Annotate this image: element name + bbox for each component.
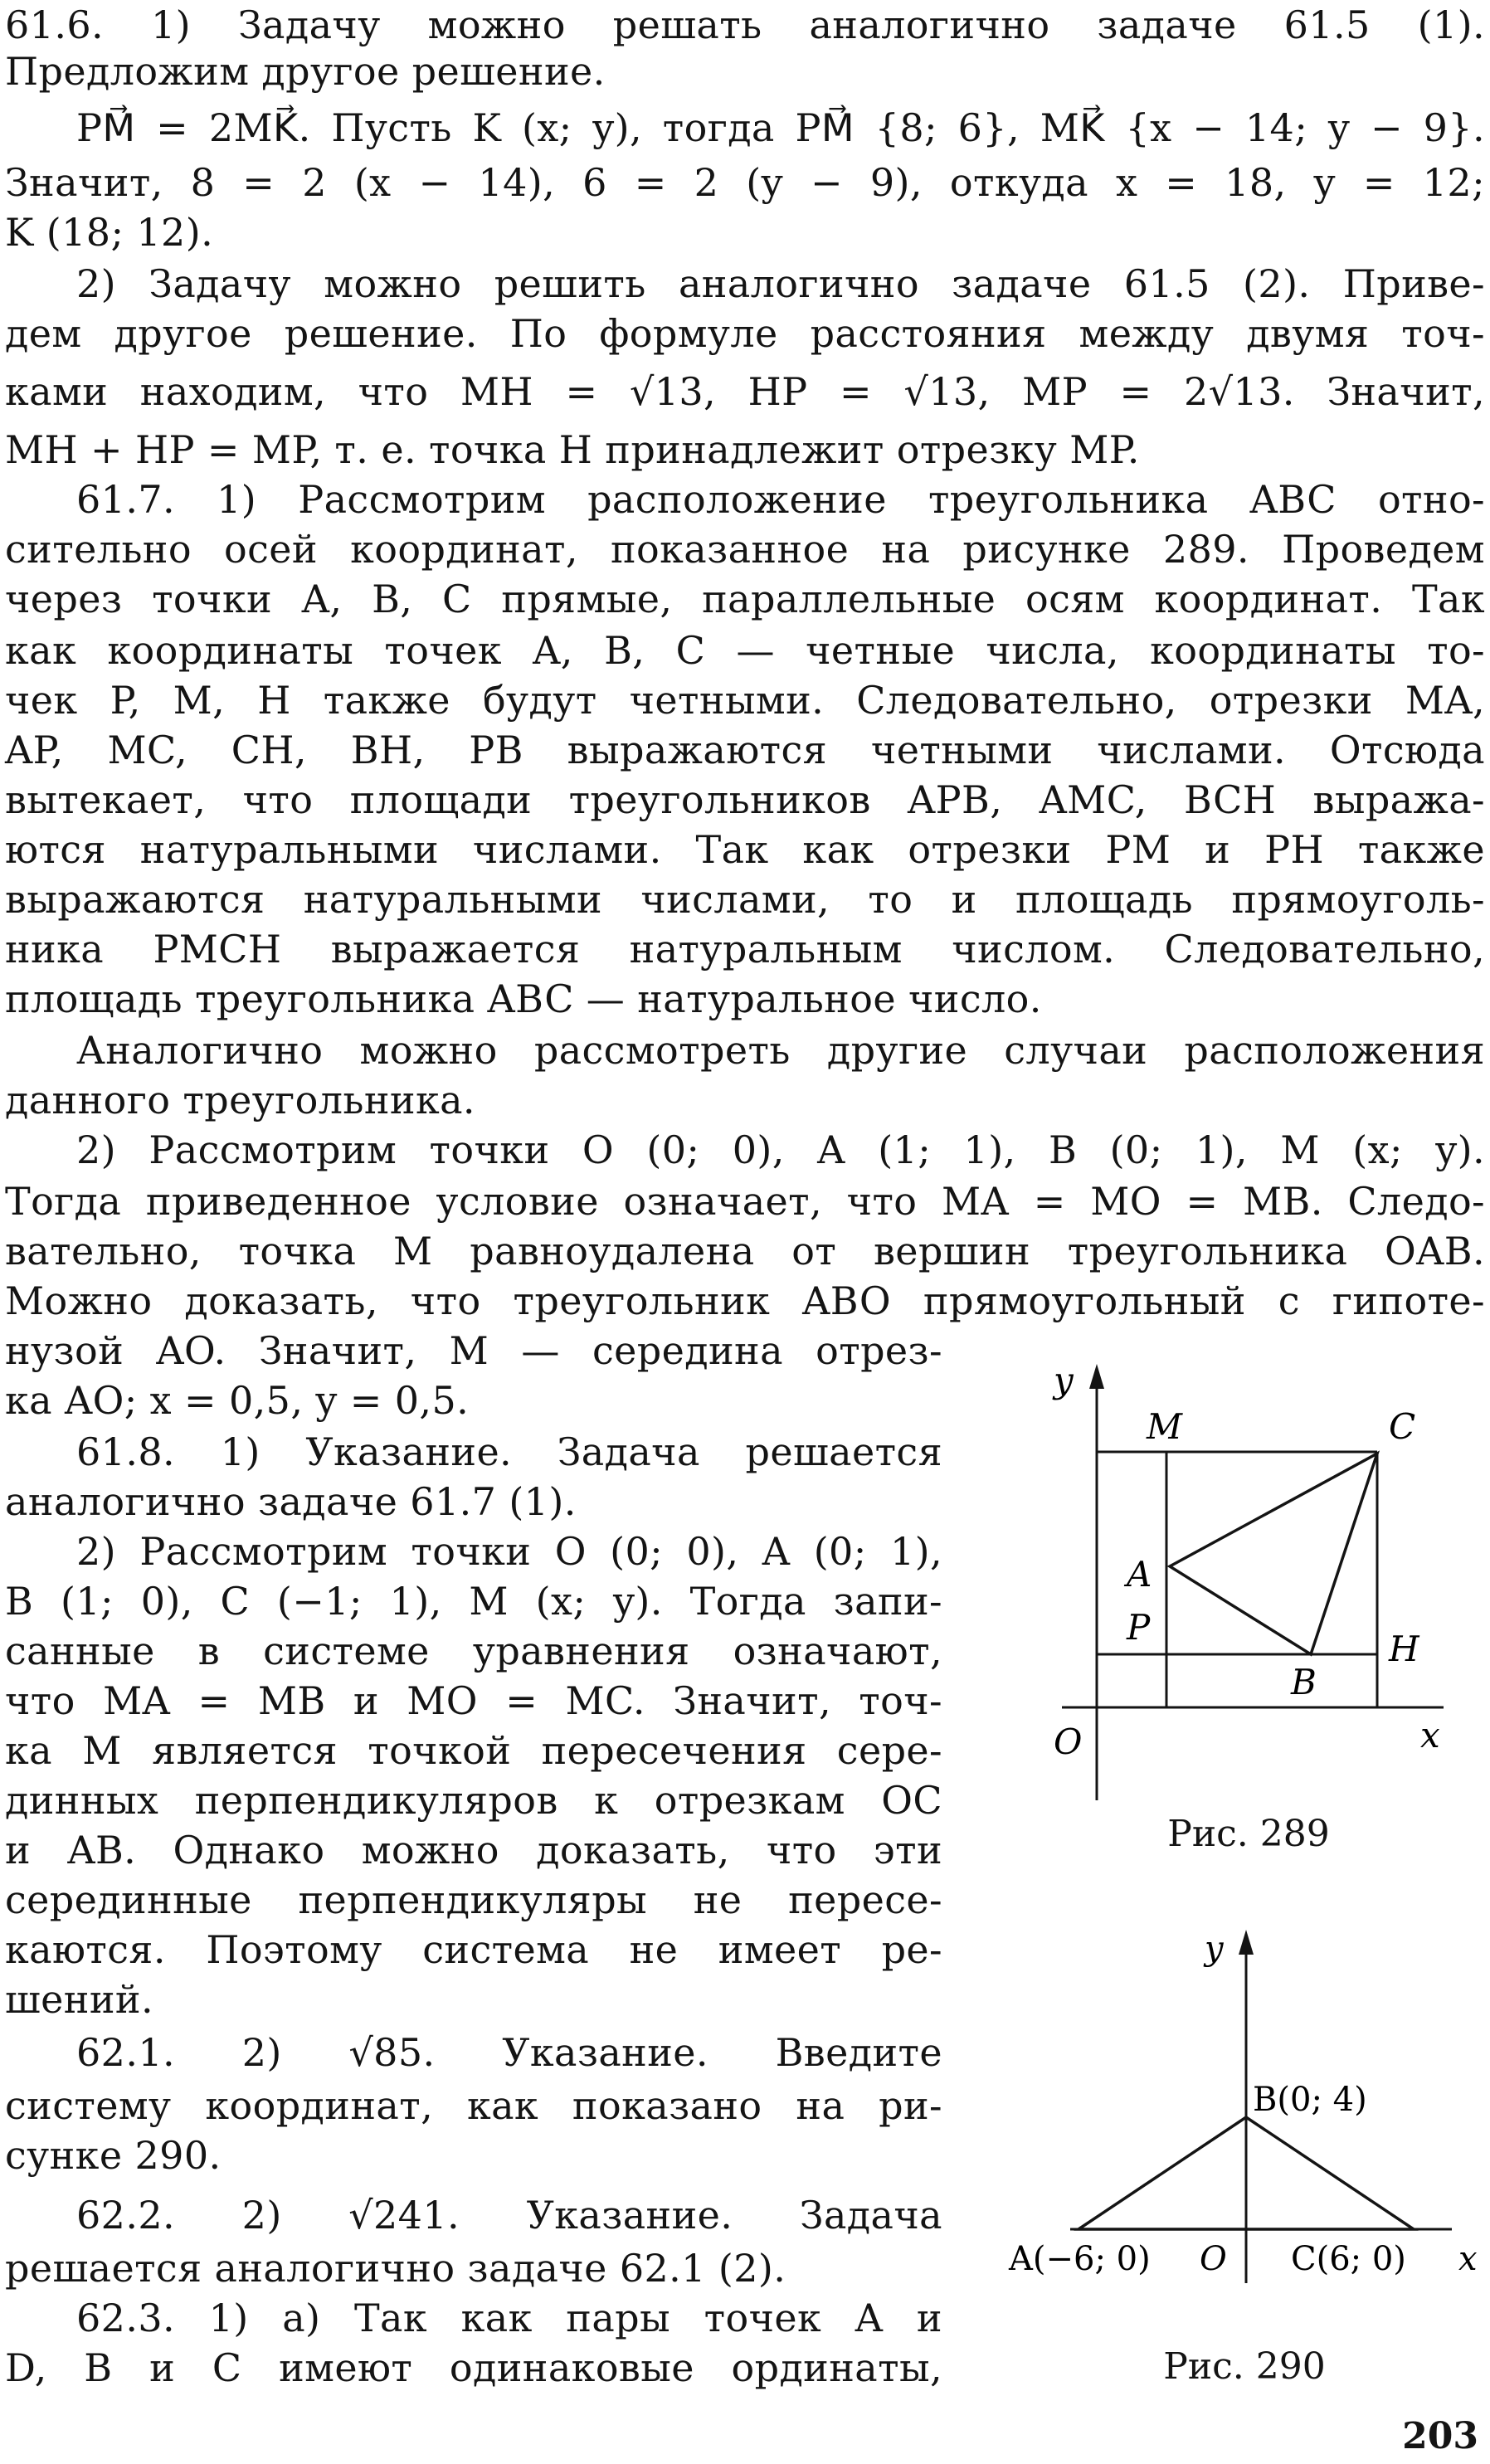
- figure-290-drawing: [1004, 1918, 1490, 2300]
- figure-289: [1037, 1352, 1468, 1817]
- text-line: нузой AO. Значит, M — середина отрез-: [5, 1328, 942, 1373]
- fig290-label-b: B(0; 4): [1253, 2081, 1367, 2119]
- text-line: 62.3. 1) а) Так как пары точек A и: [76, 2296, 942, 2340]
- text-line: 2) Задачу можно решить аналогично задаче 61.5 (2). Приве-: [76, 261, 1485, 306]
- text-line: 2) Рассмотрим точки O (0; 0), A (0; 1),: [76, 1529, 942, 1574]
- text-line: что MA = MB и MO = MC. Значит, точ-: [5, 1678, 942, 1723]
- figure-290-caption: Рис. 290: [1163, 2345, 1326, 2388]
- text-line: D, B и C имеют одинаковые ординаты,: [5, 2345, 942, 2390]
- text-line: площадь треугольника ABC — натуральное число.: [5, 976, 1042, 1021]
- triangle-abc: [1170, 1454, 1377, 1654]
- text-line: ника PMCH выражается натуральным числом. Следовательно,: [5, 927, 1485, 971]
- text-line: чек P, M, H также будут четными. Следовательно, отрезки MA,: [5, 678, 1485, 723]
- text-line: решается аналогично задаче 62.1 (2).: [5, 2246, 786, 2291]
- figure-290: [1004, 1918, 1490, 2300]
- text-line: систему координат, как показано на ри-: [5, 2083, 942, 2128]
- text-line: 61.6. 1) Задачу можно решать аналогично задаче 61.5 (1).: [5, 2, 1485, 47]
- figure-289-caption: Рис. 289: [1167, 1813, 1330, 1855]
- text-line: ка M является точкой пересечения сере-: [5, 1728, 942, 1773]
- fig290-label-o: O: [1200, 2240, 1227, 2278]
- fig289-label-a: A: [1127, 1554, 1152, 1595]
- text-line: 61.7. 1) Рассмотрим расположение треугольника ABC отно-: [76, 477, 1485, 522]
- text-line: K (18; 12).: [5, 210, 214, 255]
- fig289-label-h: H: [1389, 1629, 1419, 1669]
- text-line: B (1; 0), C (−1; 1), M (x; y). Тогда запи-: [5, 1579, 942, 1624]
- text-line: данного треугольника.: [5, 1078, 475, 1122]
- fig290-label-y: y: [1205, 1930, 1224, 1968]
- fig289-label-m: M: [1147, 1406, 1183, 1447]
- text-line: Можно доказать, что треугольник ABO прямоугольный с гипоте-: [5, 1278, 1485, 1323]
- text-line: каются. Поэтому система не имеет ре-: [5, 1927, 942, 1972]
- text-line: дем другое решение. По формуле расстояния между двумя точ-: [5, 311, 1485, 356]
- text-line: ка AO; x = 0,5, y = 0,5.: [5, 1378, 470, 1423]
- fig289-label-x: x: [1420, 1715, 1440, 1755]
- text-line: 62.1. 2) √85. Указание. Введите: [76, 2030, 942, 2075]
- y-axis-arrow: [1089, 1364, 1104, 1389]
- fig289-label-p: P: [1127, 1607, 1151, 1648]
- fig290-label-x: x: [1458, 2240, 1478, 2278]
- text-line: через точки A, B, C прямые, параллельные осям координат. Так: [5, 577, 1485, 621]
- page-number: 203: [1402, 2415, 1478, 2457]
- text-line: Аналогично можно рассмотреть другие случаи расположения: [76, 1028, 1485, 1073]
- text-line: санные в системе уравнения означают,: [5, 1629, 942, 1673]
- text-line: шений.: [5, 1977, 153, 2022]
- text-line: вытекает, что площади треугольников APB, AMC, BCH выража-: [5, 777, 1485, 822]
- text-line: аналогично задаче 61.7 (1).: [5, 1479, 577, 1524]
- fig290-label-c: C(6; 0): [1291, 2240, 1406, 2278]
- text-line: PM⃗ = 2MK⃗. Пусть K (x; y), тогда PM⃗ {8; 6}, MK⃗ {x − 14; y − 9}.: [76, 105, 1485, 150]
- text-line: MH + HP = MP, т. е. точка H принадлежит отрезку MP.: [5, 427, 1140, 472]
- text-line: сительно осей координат, показанное на рисунке 289. Проведем: [5, 527, 1485, 572]
- text-line: сунке 290.: [5, 2133, 222, 2178]
- text-line: ются натуральными числами. Так как отрезки PM и PH также: [5, 827, 1485, 872]
- text-line: выражаются натуральными числами, то и площадь прямоуголь-: [5, 877, 1485, 922]
- fig290-label-a: A(−6; 0): [1009, 2240, 1151, 2278]
- y-axis-arrow: [1239, 1930, 1254, 1955]
- text-line: 61.8. 1) Указание. Задача решается: [76, 1429, 942, 1474]
- fig289-label-o: O: [1054, 1721, 1083, 1762]
- text-line: серединные перпендикуляры не пересе-: [5, 1877, 942, 1922]
- text-line: Значит, 8 = 2 (x − 14), 6 = 2 (y − 9), откуда x = 18, y = 12;: [5, 160, 1485, 205]
- text-line: 2) Рассмотрим точки O (0; 0), A (1; 1), B (0; 1), M (x; y).: [76, 1127, 1485, 1172]
- text-line: как координаты точек A, B, C — четные числа, координаты то-: [5, 628, 1485, 673]
- fig289-label-y: y: [1054, 1360, 1074, 1400]
- text-line: 62.2. 2) √241. Указание. Задача: [76, 2193, 942, 2238]
- text-line: AP, MC, CH, BH, PB выражаются четными числами. Отсюда: [5, 728, 1485, 772]
- text-line: и AB. Однако можно доказать, что эти: [5, 1828, 942, 1872]
- fig289-label-b: B: [1291, 1662, 1317, 1702]
- text-line: Предложим другое решение.: [5, 49, 606, 94]
- text-line: Тогда приведенное условие означает, что MA = MO = MB. Следо-: [5, 1179, 1485, 1224]
- figure-289-drawing: [1037, 1352, 1468, 1817]
- text-line: динных перпендикуляров к отрезкам OC: [5, 1778, 942, 1823]
- fig289-label-c: C: [1389, 1406, 1416, 1447]
- text-line: вательно, точка M равноудалена от вершин треугольника OAB.: [5, 1229, 1485, 1273]
- text-line: ками находим, что MH = √13, HP = √13, MP = 2√13. Значит,: [5, 369, 1485, 414]
